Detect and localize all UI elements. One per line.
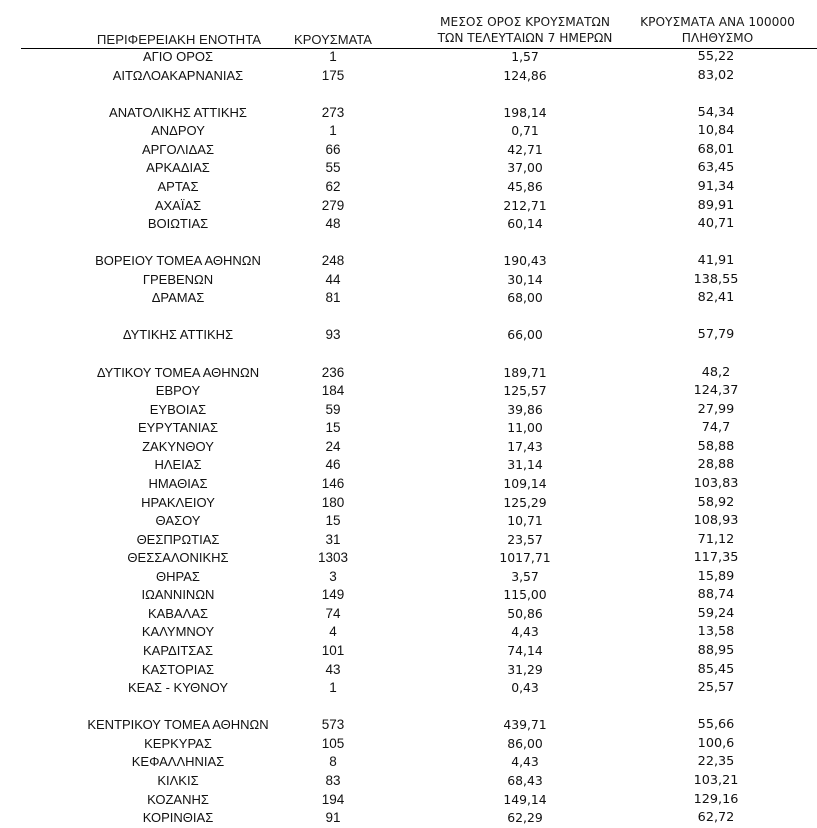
cell-regional-unit: ΑΙΤΩΛΟΑΚΑΡΝΑΝΙΑΣ bbox=[112, 67, 244, 83]
cell-seven-day-average: 109,14 bbox=[503, 475, 547, 491]
cell-seven-day-average: 30,14 bbox=[507, 271, 543, 287]
cell-cases-per-100k: 41,91 bbox=[697, 253, 735, 269]
table-row bbox=[0, 289, 817, 308]
cell-cases-per-100k: 91,34 bbox=[697, 178, 735, 194]
cell-cases: 573 bbox=[321, 717, 345, 733]
cell-cases-per-100k: 129,16 bbox=[693, 791, 739, 807]
cell-regional-unit: ΕΥΒΟΙΑΣ bbox=[149, 401, 207, 417]
cell-seven-day-average: 17,43 bbox=[507, 438, 543, 454]
table-row bbox=[0, 67, 817, 86]
cell-seven-day-average: 11,00 bbox=[507, 420, 543, 436]
table-row bbox=[0, 215, 817, 234]
cell-regional-unit: ΘΕΣΠΡΩΤΙΑΣ bbox=[136, 531, 220, 547]
cell-regional-unit: ΙΩΑΝΝΙΝΩΝ bbox=[141, 587, 215, 603]
cell-cases: 279 bbox=[321, 197, 345, 213]
cell-regional-unit: ΕΒΡΟΥ bbox=[155, 383, 201, 399]
cell-regional-unit: ΘΑΣΟΥ bbox=[155, 513, 201, 529]
cell-cases: 83 bbox=[325, 772, 341, 788]
cell-cases: 3 bbox=[329, 568, 337, 584]
cell-seven-day-average: 37,00 bbox=[507, 160, 543, 176]
cell-cases-per-100k: 48,2 bbox=[701, 364, 731, 380]
cell-cases-per-100k: 117,35 bbox=[693, 550, 739, 566]
cell-cases: 93 bbox=[325, 327, 341, 343]
cell-regional-unit: ΚΟΖΑΝΗΣ bbox=[147, 791, 209, 807]
blank-spacer-row bbox=[0, 234, 817, 253]
table-row bbox=[0, 419, 817, 438]
cell-cases: 81 bbox=[325, 290, 341, 306]
cell-cases: 146 bbox=[321, 475, 345, 491]
cell-regional-unit: ΔΡΑΜΑΣ bbox=[151, 290, 205, 306]
cell-cases-per-100k: 57,79 bbox=[697, 327, 735, 343]
cell-seven-day-average: 1,57 bbox=[511, 49, 539, 64]
header-cases: ΚΡΟΥΣΜΑΤΑ bbox=[294, 32, 372, 47]
cell-cases-per-100k: 58,88 bbox=[697, 438, 735, 454]
cell-cases: 44 bbox=[325, 271, 341, 287]
cell-seven-day-average: 60,14 bbox=[507, 216, 543, 232]
cell-seven-day-average: 212,71 bbox=[503, 197, 547, 213]
header-avg-line2: ΤΩΝ ΤΕΛΕΥΤΑΙΩΝ 7 ΗΜΕΡΩΝ bbox=[437, 31, 613, 45]
table-row bbox=[0, 531, 817, 550]
cell-seven-day-average: 125,29 bbox=[503, 494, 547, 510]
cell-regional-unit: ΚΑΒΑΛΑΣ bbox=[147, 605, 209, 621]
table-row bbox=[0, 661, 817, 680]
header-cases-per-100k bbox=[620, 14, 815, 46]
table-row bbox=[0, 364, 817, 383]
cell-regional-unit: ΑΝΑΤΟΛΙΚΗΣ ΑΤΤΙΚΗΣ bbox=[109, 104, 247, 120]
cell-cases-per-100k: 71,12 bbox=[697, 531, 735, 547]
cell-regional-unit: ΔΥΤΙΚΟΥ ΤΟΜΕΑ ΑΘΗΝΩΝ bbox=[96, 364, 260, 380]
cell-cases-per-100k: 15,89 bbox=[697, 568, 735, 584]
cell-cases: 55 bbox=[325, 160, 341, 176]
table-row bbox=[0, 104, 817, 123]
cell-seven-day-average: 149,14 bbox=[503, 791, 547, 807]
cell-seven-day-average: 189,71 bbox=[503, 364, 547, 380]
header-avg-line1: ΜΕΣΟΣ ΟΡΟΣ ΚΡΟΥΣΜΑΤΩΝ bbox=[439, 15, 610, 29]
cell-cases: 194 bbox=[321, 791, 345, 807]
cell-cases: 248 bbox=[321, 253, 345, 269]
cell-cases-per-100k: 108,93 bbox=[693, 513, 739, 529]
cell-cases: 31 bbox=[325, 531, 341, 547]
table-row bbox=[0, 586, 817, 605]
table-row bbox=[0, 122, 817, 141]
cell-regional-unit: ΗΛΕΙΑΣ bbox=[154, 457, 202, 473]
cell-cases-per-100k: 88,74 bbox=[697, 587, 735, 603]
cell-cases: 74 bbox=[325, 605, 341, 621]
table-row bbox=[0, 809, 817, 828]
cell-regional-unit: ΑΓΙΟ ΟΡΟΣ bbox=[142, 49, 214, 64]
cell-cases-per-100k: 54,34 bbox=[697, 104, 735, 120]
cell-seven-day-average: 68,00 bbox=[507, 290, 543, 306]
cell-cases: 175 bbox=[321, 67, 345, 83]
cell-cases-per-100k: 63,45 bbox=[697, 160, 735, 176]
cell-cases: 101 bbox=[321, 643, 345, 658]
cell-regional-unit: ΚΑΣΤΟΡΙΑΣ bbox=[141, 661, 215, 677]
cell-cases-per-100k: 25,57 bbox=[697, 680, 735, 696]
cell-seven-day-average: 62,29 bbox=[507, 810, 543, 826]
cell-regional-unit: ΑΝΔΡΟΥ bbox=[151, 123, 205, 139]
cell-cases-per-100k: 40,71 bbox=[697, 216, 735, 232]
cell-cases-per-100k: 103,21 bbox=[693, 772, 739, 788]
cell-seven-day-average: 0,43 bbox=[511, 680, 539, 696]
header-regional-unit: ΠΕΡΙΦΕΡΕΙΑΚΗ ΕΝΟΤΗΤΑ bbox=[96, 32, 262, 47]
cell-regional-unit: ΚΙΛΚΙΣ bbox=[157, 772, 199, 788]
blank-spacer-row bbox=[0, 698, 817, 717]
cell-cases: 8 bbox=[329, 754, 337, 770]
cell-seven-day-average: 74,14 bbox=[507, 643, 543, 658]
cell-regional-unit: ΗΜΑΘΙΑΣ bbox=[148, 475, 208, 491]
table-row bbox=[0, 141, 817, 160]
cell-regional-unit: ΘΕΣΣΑΛΟΝΙΚΗΣ bbox=[127, 550, 229, 566]
cell-cases: 1 bbox=[329, 49, 337, 64]
cell-cases-per-100k: 83,02 bbox=[697, 67, 735, 83]
cell-cases: 91 bbox=[325, 810, 341, 826]
cell-regional-unit: ΕΥΡΥΤΑΝΙΑΣ bbox=[137, 420, 219, 436]
cell-cases: 149 bbox=[321, 587, 345, 603]
cell-cases-per-100k: 74,7 bbox=[701, 420, 731, 436]
cell-seven-day-average: 50,86 bbox=[507, 605, 543, 621]
blank-spacer-row bbox=[0, 308, 817, 327]
header-rate-line1: ΚΡΟΥΣΜΑΤΑ ΑΝΑ 100000 bbox=[640, 15, 795, 29]
cell-cases: 48 bbox=[325, 216, 341, 232]
cell-regional-unit: ΔΥΤΙΚΗΣ ΑΤΤΙΚΗΣ bbox=[122, 327, 234, 343]
blank-spacer-row bbox=[0, 85, 817, 104]
cell-cases: 4 bbox=[329, 624, 337, 640]
table-row bbox=[0, 679, 817, 698]
cell-regional-unit: ΑΧΑΪΑΣ bbox=[154, 197, 202, 213]
table-row bbox=[0, 716, 817, 735]
cell-seven-day-average: 31,29 bbox=[507, 661, 543, 677]
cell-cases-per-100k: 68,01 bbox=[697, 141, 735, 157]
cell-cases: 180 bbox=[321, 494, 345, 510]
table-body bbox=[0, 48, 817, 828]
table-row bbox=[0, 772, 817, 791]
table-row bbox=[0, 326, 817, 345]
cell-cases: 184 bbox=[321, 383, 345, 399]
cell-cases-per-100k: 89,91 bbox=[697, 197, 735, 213]
cell-seven-day-average: 4,43 bbox=[511, 624, 539, 640]
table-row bbox=[0, 753, 817, 772]
cell-seven-day-average: 1017,71 bbox=[499, 550, 551, 566]
header-seven-day-average bbox=[425, 14, 625, 46]
table-row bbox=[0, 494, 817, 513]
cell-seven-day-average: 31,14 bbox=[507, 457, 543, 473]
cell-cases-per-100k: 55,66 bbox=[697, 717, 735, 733]
table-row bbox=[0, 271, 817, 290]
cell-seven-day-average: 10,71 bbox=[507, 513, 543, 529]
cell-seven-day-average: 68,43 bbox=[507, 772, 543, 788]
cell-cases-per-100k: 138,55 bbox=[693, 271, 739, 287]
cell-seven-day-average: 115,00 bbox=[503, 587, 547, 603]
cell-seven-day-average: 439,71 bbox=[503, 717, 547, 733]
cell-cases: 62 bbox=[325, 178, 341, 194]
cell-regional-unit: ΚΑΡΔΙΤΣΑΣ bbox=[142, 643, 214, 658]
cell-cases-per-100k: 124,37 bbox=[693, 383, 739, 399]
cell-cases: 66 bbox=[325, 141, 341, 157]
cell-cases: 59 bbox=[325, 401, 341, 417]
cell-cases-per-100k: 10,84 bbox=[697, 123, 735, 139]
cell-cases: 15 bbox=[325, 420, 341, 436]
cell-cases-per-100k: 27,99 bbox=[697, 401, 735, 417]
table-row bbox=[0, 605, 817, 624]
cell-regional-unit: ΚΕΝΤΡΙΚΟΥ ΤΟΜΕΑ ΑΘΗΝΩΝ bbox=[87, 717, 269, 733]
cell-regional-unit: ΑΡΓΟΛΙΔΑΣ bbox=[141, 141, 215, 157]
cell-regional-unit: ΓΡΕΒΕΝΩΝ bbox=[142, 271, 214, 287]
table-row bbox=[0, 791, 817, 810]
cell-seven-day-average: 125,57 bbox=[503, 383, 547, 399]
cell-regional-unit: ΚΕΦΑΛΛΗΝΙΑΣ bbox=[131, 754, 225, 770]
table-row bbox=[0, 456, 817, 475]
cell-regional-unit: ΚΕΡΚΥΡΑΣ bbox=[144, 735, 212, 751]
table-row bbox=[0, 382, 817, 401]
table-row bbox=[0, 197, 817, 216]
cell-cases-per-100k: 100,6 bbox=[697, 735, 735, 751]
table-row bbox=[0, 401, 817, 420]
table-row bbox=[0, 159, 817, 178]
table-row bbox=[0, 642, 817, 661]
cell-cases-per-100k: 103,83 bbox=[693, 475, 739, 491]
cell-cases-per-100k: 13,58 bbox=[697, 624, 735, 640]
table-row bbox=[0, 438, 817, 457]
table-row bbox=[0, 252, 817, 271]
cell-cases-per-100k: 85,45 bbox=[697, 661, 735, 677]
cell-seven-day-average: 0,71 bbox=[511, 123, 539, 139]
cell-regional-unit: ΑΡΤΑΣ bbox=[157, 178, 199, 194]
cell-cases-per-100k: 28,88 bbox=[697, 457, 735, 473]
table-row bbox=[0, 549, 817, 568]
cell-cases: 15 bbox=[325, 513, 341, 529]
cell-seven-day-average: 66,00 bbox=[507, 327, 543, 343]
cell-regional-unit: ΗΡΑΚΛΕΙΟΥ bbox=[141, 494, 215, 510]
cell-cases-per-100k: 59,24 bbox=[697, 605, 735, 621]
cell-seven-day-average: 198,14 bbox=[503, 104, 547, 120]
header-rate-line2: ΠΛΗΘΥΣΜΟ bbox=[681, 31, 754, 45]
cell-cases: 43 bbox=[325, 661, 341, 677]
cell-seven-day-average: 42,71 bbox=[507, 141, 543, 157]
cell-regional-unit: ΖΑΚΥΝΘΟΥ bbox=[142, 438, 214, 454]
cell-seven-day-average: 124,86 bbox=[503, 67, 547, 83]
cell-seven-day-average: 86,00 bbox=[507, 735, 543, 751]
cell-seven-day-average: 45,86 bbox=[507, 178, 543, 194]
cell-cases-per-100k: 62,72 bbox=[697, 810, 735, 826]
table-row bbox=[0, 512, 817, 531]
table-row bbox=[0, 623, 817, 642]
cell-cases: 46 bbox=[325, 457, 341, 473]
cell-cases: 105 bbox=[321, 735, 345, 751]
cell-cases-per-100k: 88,95 bbox=[697, 643, 735, 658]
cell-regional-unit: ΘΗΡΑΣ bbox=[156, 568, 200, 584]
cell-seven-day-average: 190,43 bbox=[503, 253, 547, 269]
cell-cases: 24 bbox=[325, 438, 341, 454]
cell-cases: 236 bbox=[321, 364, 345, 380]
cell-seven-day-average: 39,86 bbox=[507, 401, 543, 417]
cell-regional-unit: ΒΟΙΩΤΙΑΣ bbox=[147, 216, 209, 232]
cell-regional-unit: ΚΕΑΣ - ΚΥΘΝΟΥ bbox=[127, 680, 229, 696]
table-row bbox=[0, 178, 817, 197]
cell-cases: 1303 bbox=[317, 550, 349, 566]
cell-regional-unit: ΒΟΡΕΙΟΥ ΤΟΜΕΑ ΑΘΗΝΩΝ bbox=[95, 253, 261, 269]
cell-cases-per-100k: 55,22 bbox=[697, 49, 735, 64]
blank-spacer-row bbox=[0, 345, 817, 364]
cell-seven-day-average: 23,57 bbox=[507, 531, 543, 547]
table-row bbox=[0, 48, 817, 67]
cell-cases-per-100k: 58,92 bbox=[697, 494, 735, 510]
cell-cases: 1 bbox=[329, 123, 337, 139]
cell-cases: 273 bbox=[321, 104, 345, 120]
cell-seven-day-average: 3,57 bbox=[511, 568, 539, 584]
cell-cases: 1 bbox=[329, 680, 337, 696]
cell-cases-per-100k: 82,41 bbox=[697, 290, 735, 306]
table-row bbox=[0, 568, 817, 587]
cell-regional-unit: ΚΟΡΙΝΘΙΑΣ bbox=[142, 810, 214, 826]
table-row bbox=[0, 735, 817, 754]
cell-regional-unit: ΚΑΛΥΜΝΟΥ bbox=[141, 624, 215, 640]
cell-regional-unit: ΑΡΚΑΔΙΑΣ bbox=[146, 160, 210, 176]
cell-cases-per-100k: 22,35 bbox=[697, 754, 735, 770]
cell-seven-day-average: 4,43 bbox=[511, 754, 539, 770]
table-row bbox=[0, 475, 817, 494]
